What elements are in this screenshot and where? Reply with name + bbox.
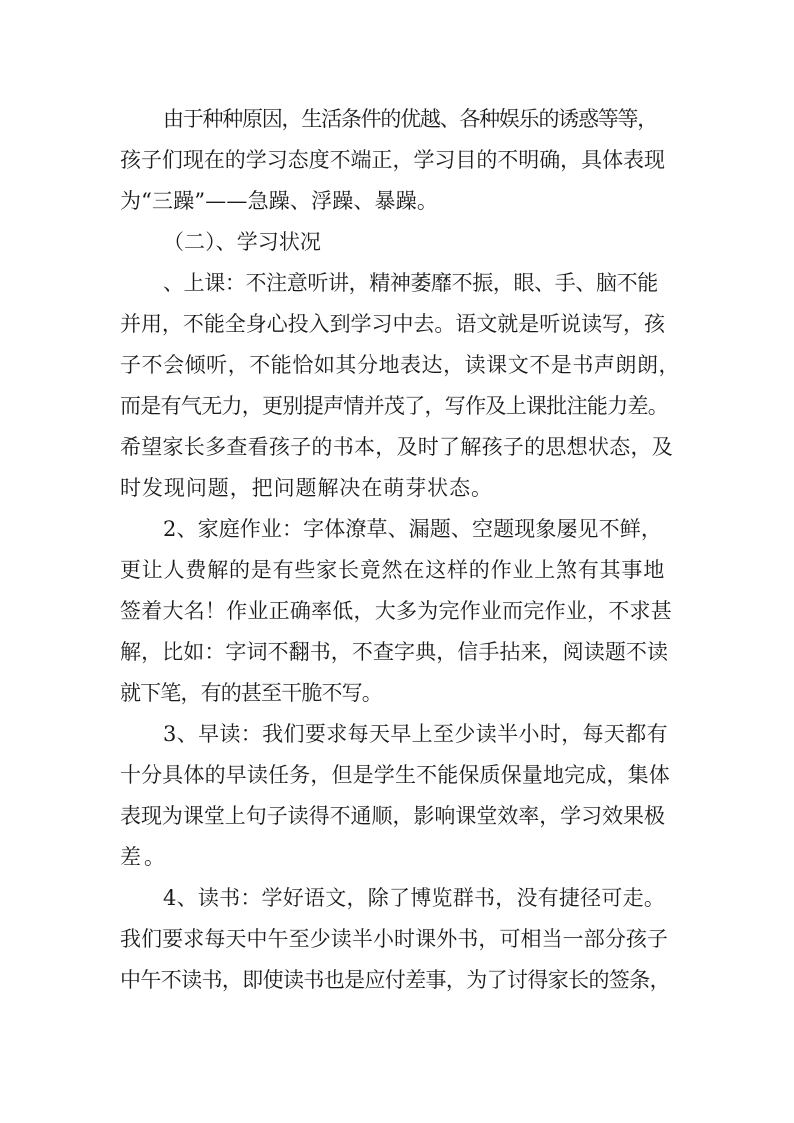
text-line: 为“三躁”——急躁、浮躁、暴躁。 <box>120 189 439 213</box>
text-line: 而是有气无力，更别提声情并茂了，写作及上课批注能力差。 <box>120 394 669 418</box>
text-line: 我们要求每天中午至少读半小时课外书，可相当一部分孩子 <box>120 927 669 951</box>
text-line: 中午不读书，即使读书也是应付差事，为了讨得家长的签条， <box>120 968 670 992</box>
section-heading: （二）、学习状况 <box>163 230 321 254</box>
text-line: 孩子们现在的学习态度不端正，学习目的不明确，具体表现 <box>120 148 665 172</box>
text-line: 4、读书：学好语文，除了博览群书，没有捷径可走。 <box>163 886 666 910</box>
text-line: 表现为课堂上句子读得不通顺，影响课堂效率，学习效果极 <box>120 804 665 828</box>
text-line: 就下笔，有的甚至干脆不写。 <box>120 681 382 705</box>
text-line: 希望家长多查看孩子的书本，及时了解孩子的思想状态，及 <box>120 435 674 459</box>
text-line: 差。 <box>120 845 168 869</box>
text-line: 并用，不能全身心投入到学习中去。语文就是听说读写，孩 <box>120 312 665 336</box>
text-line: 由于种种原因，生活条件的优越、各种娱乐的诱惑等等， <box>163 107 657 131</box>
text-line: 时发现问题，把问题解决在萌芽状态。 <box>120 476 493 500</box>
text-line: 2、家庭作业：字体潦草、漏题、空题现象屡见不鲜， <box>163 517 662 541</box>
text-line: 解，比如：字词不翻书，不查字典，信手拈来，阅读题不读 <box>120 640 669 664</box>
text-line: 3、早读：我们要求每天早上至少读半小时，每天都有 <box>163 722 668 746</box>
text-line: 子不会倾听，不能恰如其分地表达，读课文不是书声朗朗， <box>120 353 681 377</box>
text-line: 签着大名！作业正确率低，大多为完作业而完作业，不求甚 <box>120 599 672 623</box>
text-line: 更让人费解的是有些家长竟然在这样的作业上煞有其事地 <box>120 558 665 582</box>
text-line: 十分具体的早读任务，但是学生不能保质保量地完成，集体 <box>120 763 670 787</box>
text-line: 、上课：不注意听讲，精神萎靡不振，眼、手、脑不能 <box>163 271 658 295</box>
